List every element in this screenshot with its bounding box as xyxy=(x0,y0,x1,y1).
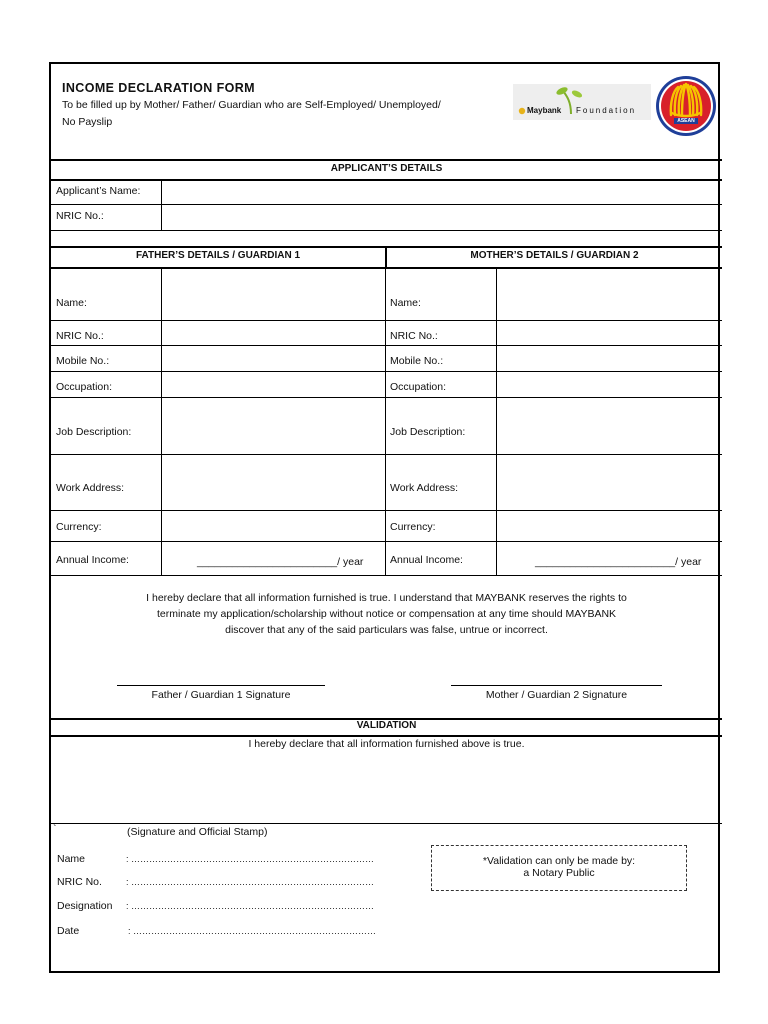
divider xyxy=(51,735,722,737)
mother-details-header: MOTHER’S DETAILS / GUARDIAN 2 xyxy=(470,250,639,261)
father-mobile-label: Mobile No.: xyxy=(56,355,110,367)
declaration-line2: terminate my application/scholarship without notice or compensation at any time should MAYBANK xyxy=(156,608,617,620)
mother-nric-label: NRIC No.: xyxy=(390,330,438,342)
divider xyxy=(51,159,722,161)
father-signature-line[interactable] xyxy=(117,685,325,686)
mother-nric-field[interactable] xyxy=(497,321,721,344)
validator-nric-field[interactable]: : ……………………………………………………………………… xyxy=(126,877,375,887)
declaration-line3: discover that any of the said particulars was false, untrue or incorrect. xyxy=(225,624,548,636)
notary-note-line2: a Notary Public xyxy=(523,867,595,879)
divider xyxy=(51,823,722,824)
father-nric-field[interactable] xyxy=(162,321,384,344)
validator-designation-label: Designation xyxy=(57,900,113,912)
divider xyxy=(385,246,387,268)
notary-note-box xyxy=(431,845,687,891)
mother-income-line[interactable]: ________________________/ year xyxy=(535,556,702,568)
divider xyxy=(51,230,722,231)
mother-address-field[interactable] xyxy=(497,455,721,509)
validator-designation-field[interactable]: : ……………………………………………………………………… xyxy=(126,901,375,911)
father-income-label: Annual Income: xyxy=(56,554,129,566)
father-details-header: FATHER’S DETAILS / GUARDIAN 1 xyxy=(135,250,301,261)
divider xyxy=(385,268,386,575)
father-job-field[interactable] xyxy=(162,398,384,453)
mother-currency-label: Currency: xyxy=(390,521,436,533)
maybank-wordmark: Maybank xyxy=(527,106,562,115)
asean-emblem-text: ASEAN xyxy=(677,118,695,124)
father-currency-label: Currency: xyxy=(56,521,102,533)
divider xyxy=(51,541,722,542)
asean-emblem xyxy=(655,75,717,137)
applicant-details-header: APPLICANT’S DETAILS xyxy=(330,163,443,174)
father-income-line[interactable]: ________________________/ year xyxy=(197,556,364,568)
applicant-nric-field[interactable] xyxy=(162,205,722,229)
signature-stamp-label: (Signature and Official Stamp) xyxy=(127,826,268,838)
foundation-wordmark: Foundation xyxy=(576,106,637,115)
father-nric-label: NRIC No.: xyxy=(56,330,104,342)
applicant-nric-label: NRIC No.: xyxy=(56,210,104,222)
form-subtitle-line1: To be filled up by Mother/ Father/ Guardian who are Self-Employed/ Unemployed/ xyxy=(62,99,441,111)
father-job-label: Job Description: xyxy=(56,426,132,438)
father-occupation-label: Occupation: xyxy=(56,381,113,393)
validator-name-field[interactable]: : ……………………………………………………………………… xyxy=(126,854,375,864)
validator-date-field[interactable]: : ……………………………………………………………………… xyxy=(128,926,377,936)
mother-name-field[interactable] xyxy=(497,269,721,319)
father-name-field[interactable] xyxy=(162,269,384,319)
declaration-line1: I hereby declare that all information furnished is true. I understand that MAYBANK reserves the rights to xyxy=(146,592,627,604)
mother-mobile-field[interactable] xyxy=(497,346,721,370)
father-address-label: Work Address: xyxy=(56,482,125,494)
applicant-name-label: Applicant’s Name: xyxy=(56,185,141,197)
mother-signature-line[interactable] xyxy=(451,685,662,686)
divider xyxy=(51,575,722,576)
father-occupation-field[interactable] xyxy=(162,372,384,396)
form-title: INCOME DECLARATION FORM xyxy=(62,81,255,95)
mother-mobile-label: Mobile No.: xyxy=(390,355,444,367)
mother-currency-field[interactable] xyxy=(497,511,721,540)
income-declaration-form xyxy=(49,62,720,973)
mother-occupation-field[interactable] xyxy=(497,372,721,396)
form-subtitle-line2: No Payslip xyxy=(62,116,113,128)
declaration-text xyxy=(51,590,722,638)
validator-name-label: Name xyxy=(57,853,86,865)
mother-income-label: Annual Income: xyxy=(390,554,463,566)
father-address-field[interactable] xyxy=(162,455,384,509)
mother-job-label: Job Description: xyxy=(390,426,466,438)
maybank-foundation-logo-icon xyxy=(513,82,651,122)
validator-date-label: Date xyxy=(57,925,80,937)
father-name-label: Name: xyxy=(56,297,87,309)
mother-occupation-label: Occupation: xyxy=(390,381,447,393)
divider xyxy=(161,180,162,230)
maybank-foundation-logo xyxy=(513,82,651,122)
mother-signature-label: Mother / Guardian 2 Signature xyxy=(485,689,628,701)
validation-header: VALIDATION xyxy=(356,720,417,731)
mother-address-label: Work Address: xyxy=(390,482,459,494)
stray-backtick: ` xyxy=(53,823,57,835)
validation-statement: I hereby declare that all information furnished above is true. xyxy=(248,738,525,750)
asean-emblem-icon xyxy=(655,75,717,137)
mother-name-label: Name: xyxy=(390,297,421,309)
validator-nric-label: NRIC No. xyxy=(57,876,102,888)
father-mobile-field[interactable] xyxy=(162,346,384,370)
validation-signature-area[interactable] xyxy=(53,752,720,822)
mother-job-field[interactable] xyxy=(497,398,721,453)
father-signature-label: Father / Guardian 1 Signature xyxy=(151,689,291,701)
applicant-name-field[interactable] xyxy=(162,181,722,203)
notary-note-line1: *Validation can only be made by: xyxy=(482,855,636,867)
father-currency-field[interactable] xyxy=(162,511,384,540)
